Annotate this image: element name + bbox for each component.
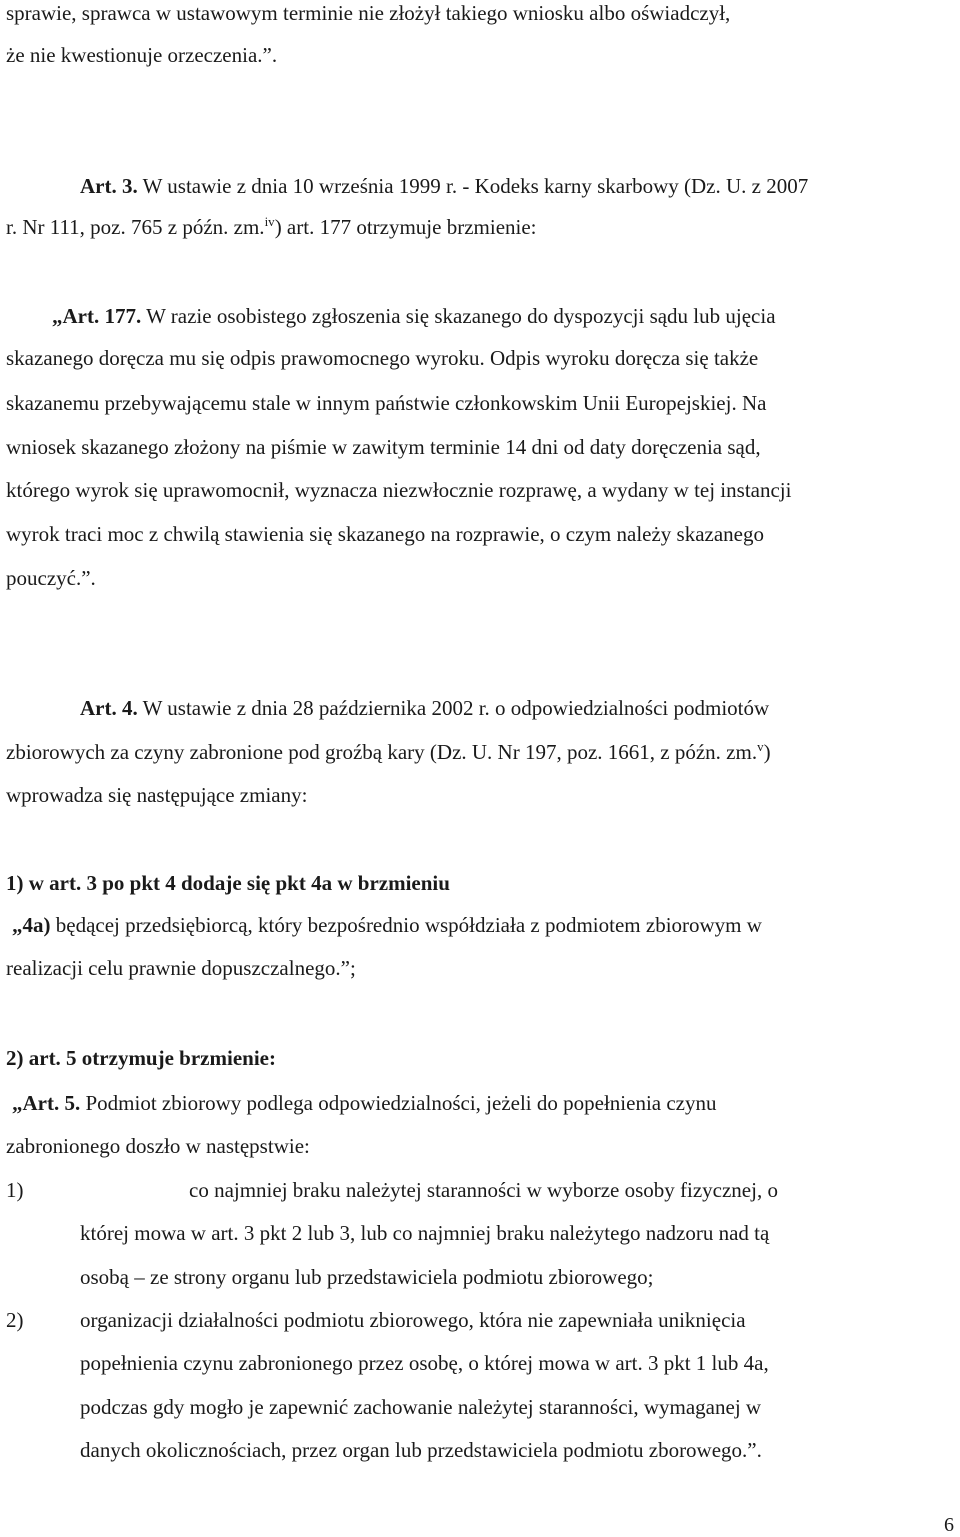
text-line: co najmniej braku należytej staranności w wyborze osoby fizycznej, o — [189, 1178, 778, 1202]
text-run: ) — [763, 740, 771, 764]
page-number: 6 — [944, 1514, 954, 1536]
article-3-line-2 — [6, 214, 537, 239]
text-run: W razie osobistego zgłoszenia się skazanego do dyspozycji sądu lub ujęcia — [146, 304, 776, 328]
article-5-line-1 — [12, 1093, 717, 1114]
text-line: osobą – ze strony organu lub przedstawiciela podmiotu zbiorowego; — [80, 1265, 654, 1289]
item-number: 1) — [6, 1178, 24, 1202]
article-label: „Art. 177. — [52, 304, 142, 328]
text-run: W ustawie z dnia 28 października 2002 r. o odpowiedzialności podmiotów — [142, 696, 770, 720]
point-label: „4a) — [12, 913, 51, 937]
text-run: r. Nr 111, poz. 765 z późn. zm. — [6, 215, 265, 239]
text-line: której mowa w art. 3 pkt 2 lub 3, lub co najmniej braku należytego nadzoru nad tą — [80, 1221, 770, 1245]
footnote-mark: iv — [264, 214, 275, 229]
article-4-line-2 — [6, 739, 771, 764]
text-line: wprowadza się następujące zmiany: — [6, 783, 308, 807]
text-line: wniosek skazanego złożony na piśmie w zawitym terminie 14 dni od daty doręczenia sąd, — [6, 435, 761, 459]
text-run: Podmiot zbiorowy podlega odpowiedzialności, jeżeli do popełnienia czynu — [85, 1091, 717, 1115]
text-line: sprawie, sprawca w ustawowym terminie nie złożył takiego wniosku albo oświadczył, — [6, 1, 731, 25]
text-run: będącej przedsiębiorcą, który bezpośrednio współdziała z podmiotem zbiorowym w — [55, 913, 762, 937]
point-2-heading: 2) art. 5 otrzymuje brzmienie: — [6, 1046, 276, 1070]
text-line: popełnienia czynu zabronionego przez osobę, o której mowa w art. 3 pkt 1 lub 4a, — [80, 1351, 769, 1375]
footnote-mark: v — [757, 739, 764, 754]
text-line: danych okolicznościach, przez organ lub przedstawiciela podmiotu zborowego.”. — [80, 1438, 762, 1462]
text-line: że nie kwestionuje orzeczenia.”. — [6, 43, 278, 67]
item-number: 2) — [6, 1308, 24, 1332]
text-line: realizacji celu prawnie dopuszczalnego.”; — [6, 956, 356, 980]
text-line: organizacji działalności podmiotu zbiorowego, która nie zapewniała uniknięcia — [80, 1308, 746, 1332]
text-line: podczas gdy mogło je zapewnić zachowanie należytej staranności, wymaganej w — [80, 1395, 762, 1419]
text-line: skazanego doręcza mu się odpis prawomocnego wyroku. Odpis wyroku doręcza się także — [6, 346, 759, 370]
text-line: zabronionego doszło w następstwie: — [6, 1134, 310, 1158]
point-4a-line-1 — [12, 915, 762, 936]
article-label: Art. 4. — [80, 696, 138, 720]
text-run: ) art. 177 otrzymuje brzmienie: — [274, 215, 537, 239]
article-label: Art. 3. — [80, 174, 138, 198]
article-label: „Art. 5. — [12, 1091, 81, 1115]
article-177-line-1 — [52, 306, 776, 327]
article-4-line-1 — [80, 698, 769, 719]
text-run: zbiorowych za czyny zabronione pod groźbą kary (Dz. U. Nr 197, poz. 1661, z późn. zm. — [6, 740, 758, 764]
text-line: wyrok traci moc z chwilą stawienia się skazanego na rozprawie, o czym należy skazanego — [6, 522, 764, 546]
point-1-heading: 1) w art. 3 po pkt 4 dodaje się pkt 4a w brzmieniu — [6, 871, 450, 895]
article-3-line-1 — [80, 176, 808, 197]
text-line: którego wyrok się uprawomocnił, wyznacza niezwłocznie rozprawę, a wydany w tej instancji — [6, 478, 792, 502]
text-line: skazanemu przebywającemu stale w innym państwie członkowskim Unii Europejskiej. Na — [6, 391, 767, 415]
text-line: pouczyć.”. — [6, 566, 96, 590]
text-run: W ustawie z dnia 10 września 1999 r. - Kodeks karny skarbowy (Dz. U. z 2007 — [142, 174, 809, 198]
